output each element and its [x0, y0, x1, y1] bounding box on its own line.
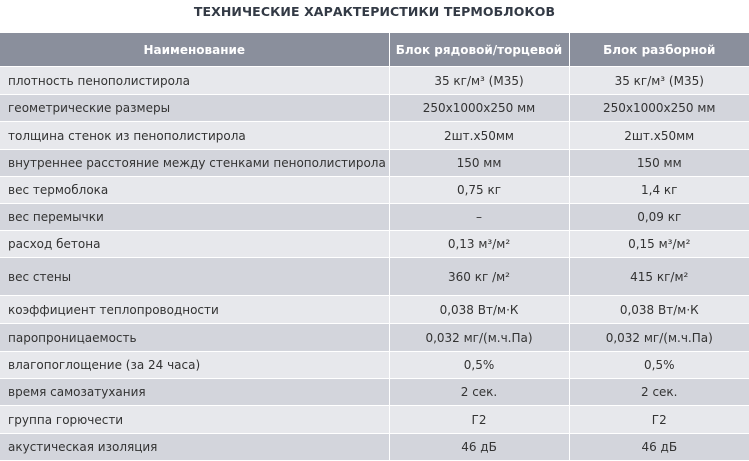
row-label: группа горючести	[0, 406, 389, 434]
cell-regular-block: 360 кг /м²	[389, 258, 569, 296]
cell-regular-block: 150 мм	[389, 150, 569, 177]
row-label: плотность пенополистирола	[0, 67, 389, 95]
cell-collapsible-block: 1,4 кг	[569, 177, 749, 204]
row-label: акустическая изоляция	[0, 434, 389, 461]
row-label: паропроницаемость	[0, 324, 389, 352]
cell-regular-block: 46 дБ	[389, 434, 569, 461]
table-row	[0, 352, 749, 379]
cell-regular-block: 250х1000х250 мм	[389, 95, 569, 122]
cell-collapsible-block: Г2	[569, 406, 749, 434]
cell-collapsible-block: 150 мм	[569, 150, 749, 177]
table-row	[0, 177, 749, 204]
table-row	[0, 204, 749, 231]
cell-collapsible-block: 250х1000х250 мм	[569, 95, 749, 122]
cell-collapsible-block: 0,09 кг	[569, 204, 749, 231]
table-row	[0, 324, 749, 352]
table-row	[0, 231, 749, 258]
cell-collapsible-block: 46 дБ	[569, 434, 749, 461]
row-label: время самозатухания	[0, 379, 389, 406]
column-header-name: Наименование	[0, 33, 389, 67]
cell-regular-block: 0,5%	[389, 352, 569, 379]
cell-regular-block: 0,038 Вт/м·К	[389, 296, 569, 324]
cell-collapsible-block: 0,032 мг/(м.ч.Па)	[569, 324, 749, 352]
column-header-collapsible-block: Блок разборной	[569, 33, 749, 67]
cell-regular-block: 0,032 мг/(м.ч.Па)	[389, 324, 569, 352]
cell-regular-block: –	[389, 204, 569, 231]
cell-regular-block: 0,75 кг	[389, 177, 569, 204]
table-row	[0, 67, 749, 95]
table-row	[0, 122, 749, 150]
table-row	[0, 296, 749, 324]
row-label: внутреннее расстояние между стенками пенополистирола	[0, 150, 389, 177]
cell-collapsible-block: 2шт.х50мм	[569, 122, 749, 150]
table-row	[0, 434, 749, 461]
row-label: вес перемычки	[0, 204, 389, 231]
row-label: вес термоблока	[0, 177, 389, 204]
row-label: расход бетона	[0, 231, 389, 258]
table-header-row	[0, 33, 749, 67]
column-header-regular-block: Блок рядовой/торцевой	[389, 33, 569, 67]
cell-collapsible-block: 0,5%	[569, 352, 749, 379]
cell-regular-block: 2шт.х50мм	[389, 122, 569, 150]
cell-collapsible-block: 35 кг/м³ (М35)	[569, 67, 749, 95]
cell-regular-block: Г2	[389, 406, 569, 434]
table-row	[0, 150, 749, 177]
row-label: толщина стенок из пенополистирола	[0, 122, 389, 150]
table-row	[0, 95, 749, 122]
specs-table	[0, 33, 749, 461]
cell-regular-block: 2 сек.	[389, 379, 569, 406]
table-row	[0, 406, 749, 434]
cell-collapsible-block: 0,038 Вт/м·К	[569, 296, 749, 324]
cell-regular-block: 0,13 м³/м²	[389, 231, 569, 258]
row-label: вес стены	[0, 258, 389, 296]
row-label: влагопоглощение (за 24 часа)	[0, 352, 389, 379]
table-row	[0, 258, 749, 296]
cell-regular-block: 35 кг/м³ (М35)	[389, 67, 569, 95]
cell-collapsible-block: 415 кг/м²	[569, 258, 749, 296]
cell-collapsible-block: 2 сек.	[569, 379, 749, 406]
cell-collapsible-block: 0,15 м³/м²	[569, 231, 749, 258]
row-label: геометрические размеры	[0, 95, 389, 122]
page-title: ТЕХНИЧЕСКИЕ ХАРАКТЕРИСТИКИ ТЕРМОБЛОКОВ	[193, 4, 556, 19]
table-row	[0, 379, 749, 406]
row-label: коэффициент теплопроводности	[0, 296, 389, 324]
